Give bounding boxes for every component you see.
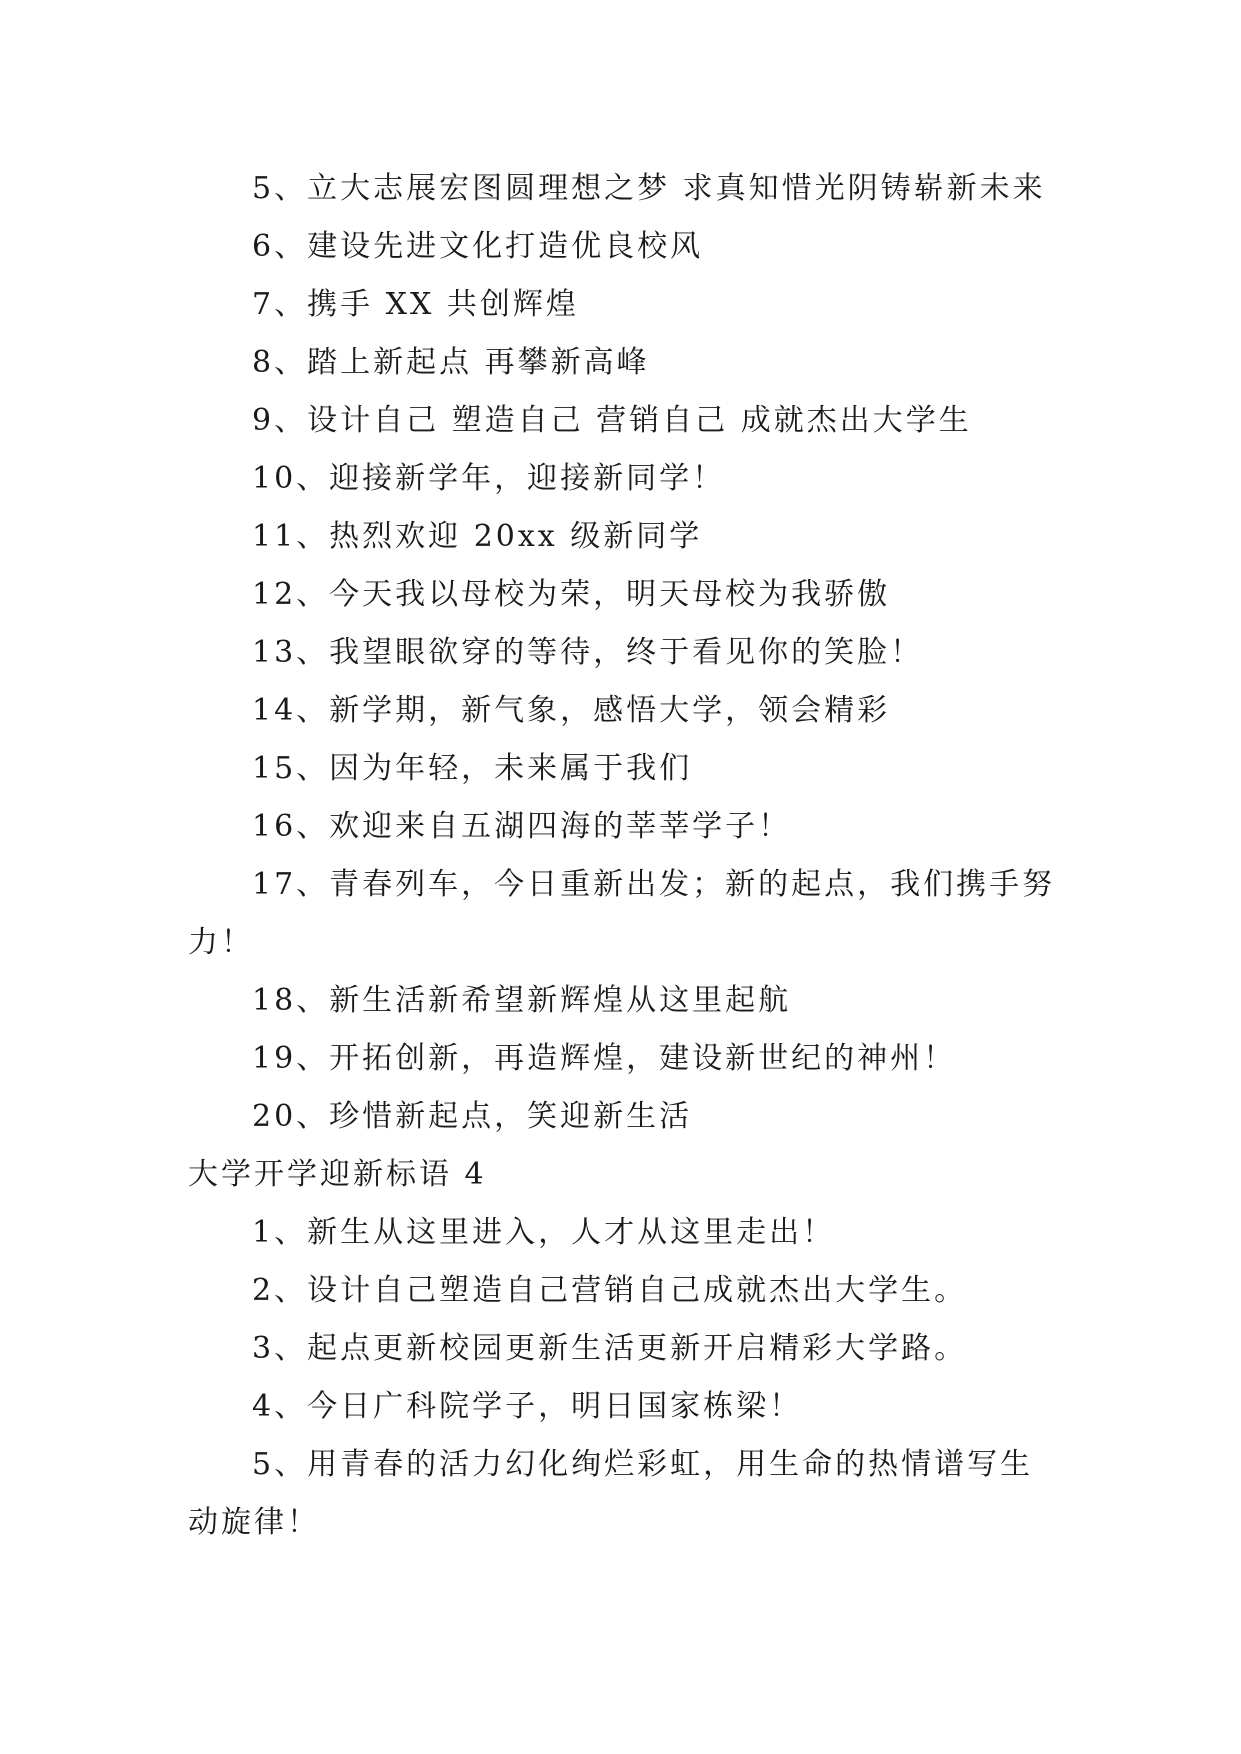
list-item: 7、携手 XX 共创辉煌	[252, 287, 579, 322]
list-item: 9、设计自己 塑造自己 营销自己 成就杰出大学生	[252, 403, 972, 438]
list-item: 4、今日广科院学子，明日国家栋梁！	[252, 1389, 803, 1424]
list-item: 15、因为年轻，未来属于我们	[252, 751, 693, 786]
section-heading: 大学开学迎新标语 4	[188, 1157, 487, 1192]
list-item: 12、今天我以母校为荣，明天母校为我骄傲	[252, 577, 891, 612]
list-item: 1、新生从这里进入，人才从这里走出！	[252, 1215, 836, 1250]
list-item: 14、新学期，新气象，感悟大学，领会精彩	[252, 693, 891, 728]
list-item: 11、热烈欢迎 20xx 级新同学	[252, 519, 703, 554]
list-item: 5、立大志展宏图圆理想之梦 求真知惜光阴铸崭新未来	[252, 171, 1046, 206]
list-item: 3、起点更新校园更新生活更新开启精彩大学路。	[252, 1331, 968, 1366]
list-item: 2、设计自己塑造自己营销自己成就杰出大学生。	[252, 1273, 968, 1308]
list-item: 20、珍惜新起点，笑迎新生活	[252, 1099, 693, 1134]
document-body	[188, 160, 1060, 1552]
list-item: 17、青春列车，今日重新出发；新的起点，我们携手努力！	[188, 867, 1056, 960]
list-item: 18、新生活新希望新辉煌从这里起航	[252, 983, 792, 1018]
list-item: 5、用青春的活力幻化绚烂彩虹，用生命的热情谱写生动旋律！	[188, 1447, 1034, 1540]
list-item: 6、建设先进文化打造优良校风	[252, 229, 704, 264]
list-item: 13、我望眼欲穿的等待，终于看见你的笑脸！	[252, 635, 924, 670]
list-item: 19、开拓创新，再造辉煌，建设新世纪的神州！	[252, 1041, 957, 1076]
list-item: 8、踏上新起点 再攀新高峰	[252, 345, 650, 380]
list-item: 10、迎接新学年，迎接新同学！	[252, 461, 726, 496]
list-item: 16、欢迎来自五湖四海的莘莘学子！	[252, 809, 792, 844]
